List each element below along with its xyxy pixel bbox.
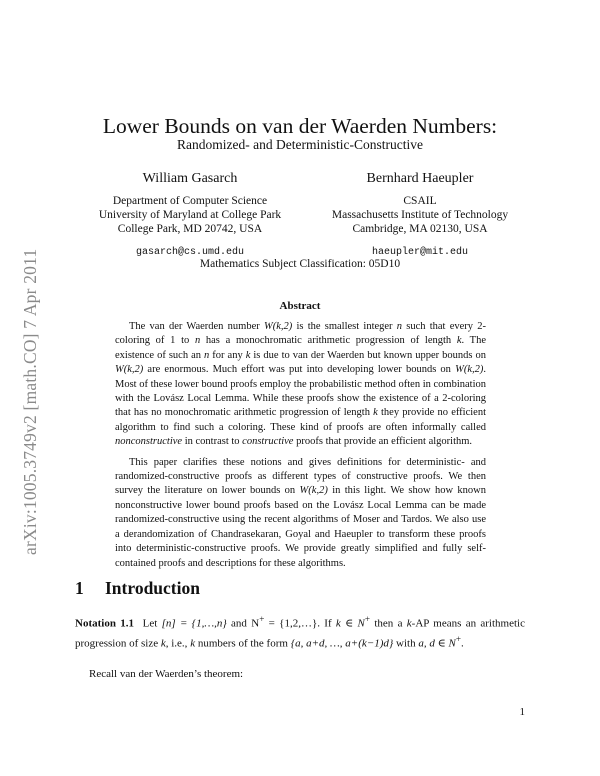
affiliation-line: Department of Computer Science: [112, 195, 268, 207]
author-name: Bernhard Haeupler: [366, 171, 474, 186]
page-number: 1: [519, 706, 525, 718]
affiliation-line: CSAIL: [403, 195, 437, 207]
abstract-paragraph: This paper clarifies these notions and gives definitions for deterministic- and randomized-constructive proofs as different types of constructive proofs. We then survey the literature on lower bounds on W(k,2) in this light. We show how known nonconstructive lower bound proofs based on the Lovász Local Lemma can be made randomized-constructive using the recent algorithms of Moser and Tardos. We also use a derandomization of Chandrasekaran, Goyal and Haeupler to transform these proofs into deterministic-constructive proofs. We provide greatly simplified and fully self-contained proofs and descriptions for these algorithms.: [115, 456, 486, 569]
affiliation-line: College Park, MD 20742, USA: [117, 223, 263, 235]
notation-label: Notation 1.1: [75, 617, 134, 630]
arxiv-identifier: arXiv:1005.3749v2 [math.CO] 7 Apr 2011: [20, 248, 40, 555]
section-title: Introduction: [105, 578, 200, 598]
author-block-gasarch: [85, 171, 295, 260]
abstract-heading: Abstract: [279, 300, 321, 312]
author-email: haeupler@mit.edu: [371, 247, 468, 258]
notation-paragraph: Notation 1.1 Let [n] = {1,…,n} and N+ = {1,2,…}. If k ∈ N+ then a k-AP means an arithmetic progression of size k, i.e., k numbers of the form {a, a+d, …, a+(k−1)d} with a, d ∈ N+.: [75, 614, 525, 650]
abstract-paragraph: The van der Waerden number W(k,2) is the smallest integer n such that every 2-coloring of 1 to n has a monochromatic arithmetic progression of length k. The existence of such an n for any k is due to van der Waerden but known upper bounds on W(k,2) are enormous. Much effort was put into developing lower bounds on W(k,2). Most of these lower bound proofs employ the probabilistic method often in combination with the Lovász Local Lemma. While these proofs show the existence of a 2-coloring that has no monochromatic arithmetic progression of length k they provide no efficient algorithm to find such a coloring. These kind of proofs are often informally called nonconstructive in contrast to constructive proofs that provide an efficient algorithm.: [115, 321, 487, 448]
abstract-body: [115, 320, 486, 571]
recall-sentence: Recall van der Waerden’s theorem:: [89, 668, 244, 680]
affiliation-line: Massachusetts Institute of Technology: [331, 209, 509, 221]
subject-classification: Mathematics Subject Classification: 05D10: [199, 258, 401, 270]
section-number: 1: [75, 578, 84, 598]
author-email: gasarch@cs.umd.edu: [135, 247, 245, 258]
section-heading: [75, 578, 200, 599]
paper-subtitle: Randomized- and Deterministic-Constructive: [177, 137, 423, 152]
paper-title: Lower Bounds on van der Waerden Numbers:: [102, 114, 498, 138]
affiliation-line: University of Maryland at College Park: [98, 209, 282, 221]
author-name: William Gasarch: [142, 171, 238, 186]
affiliation-line: Cambridge, MA 02130, USA: [352, 223, 488, 235]
author-block-haeupler: [320, 171, 520, 260]
